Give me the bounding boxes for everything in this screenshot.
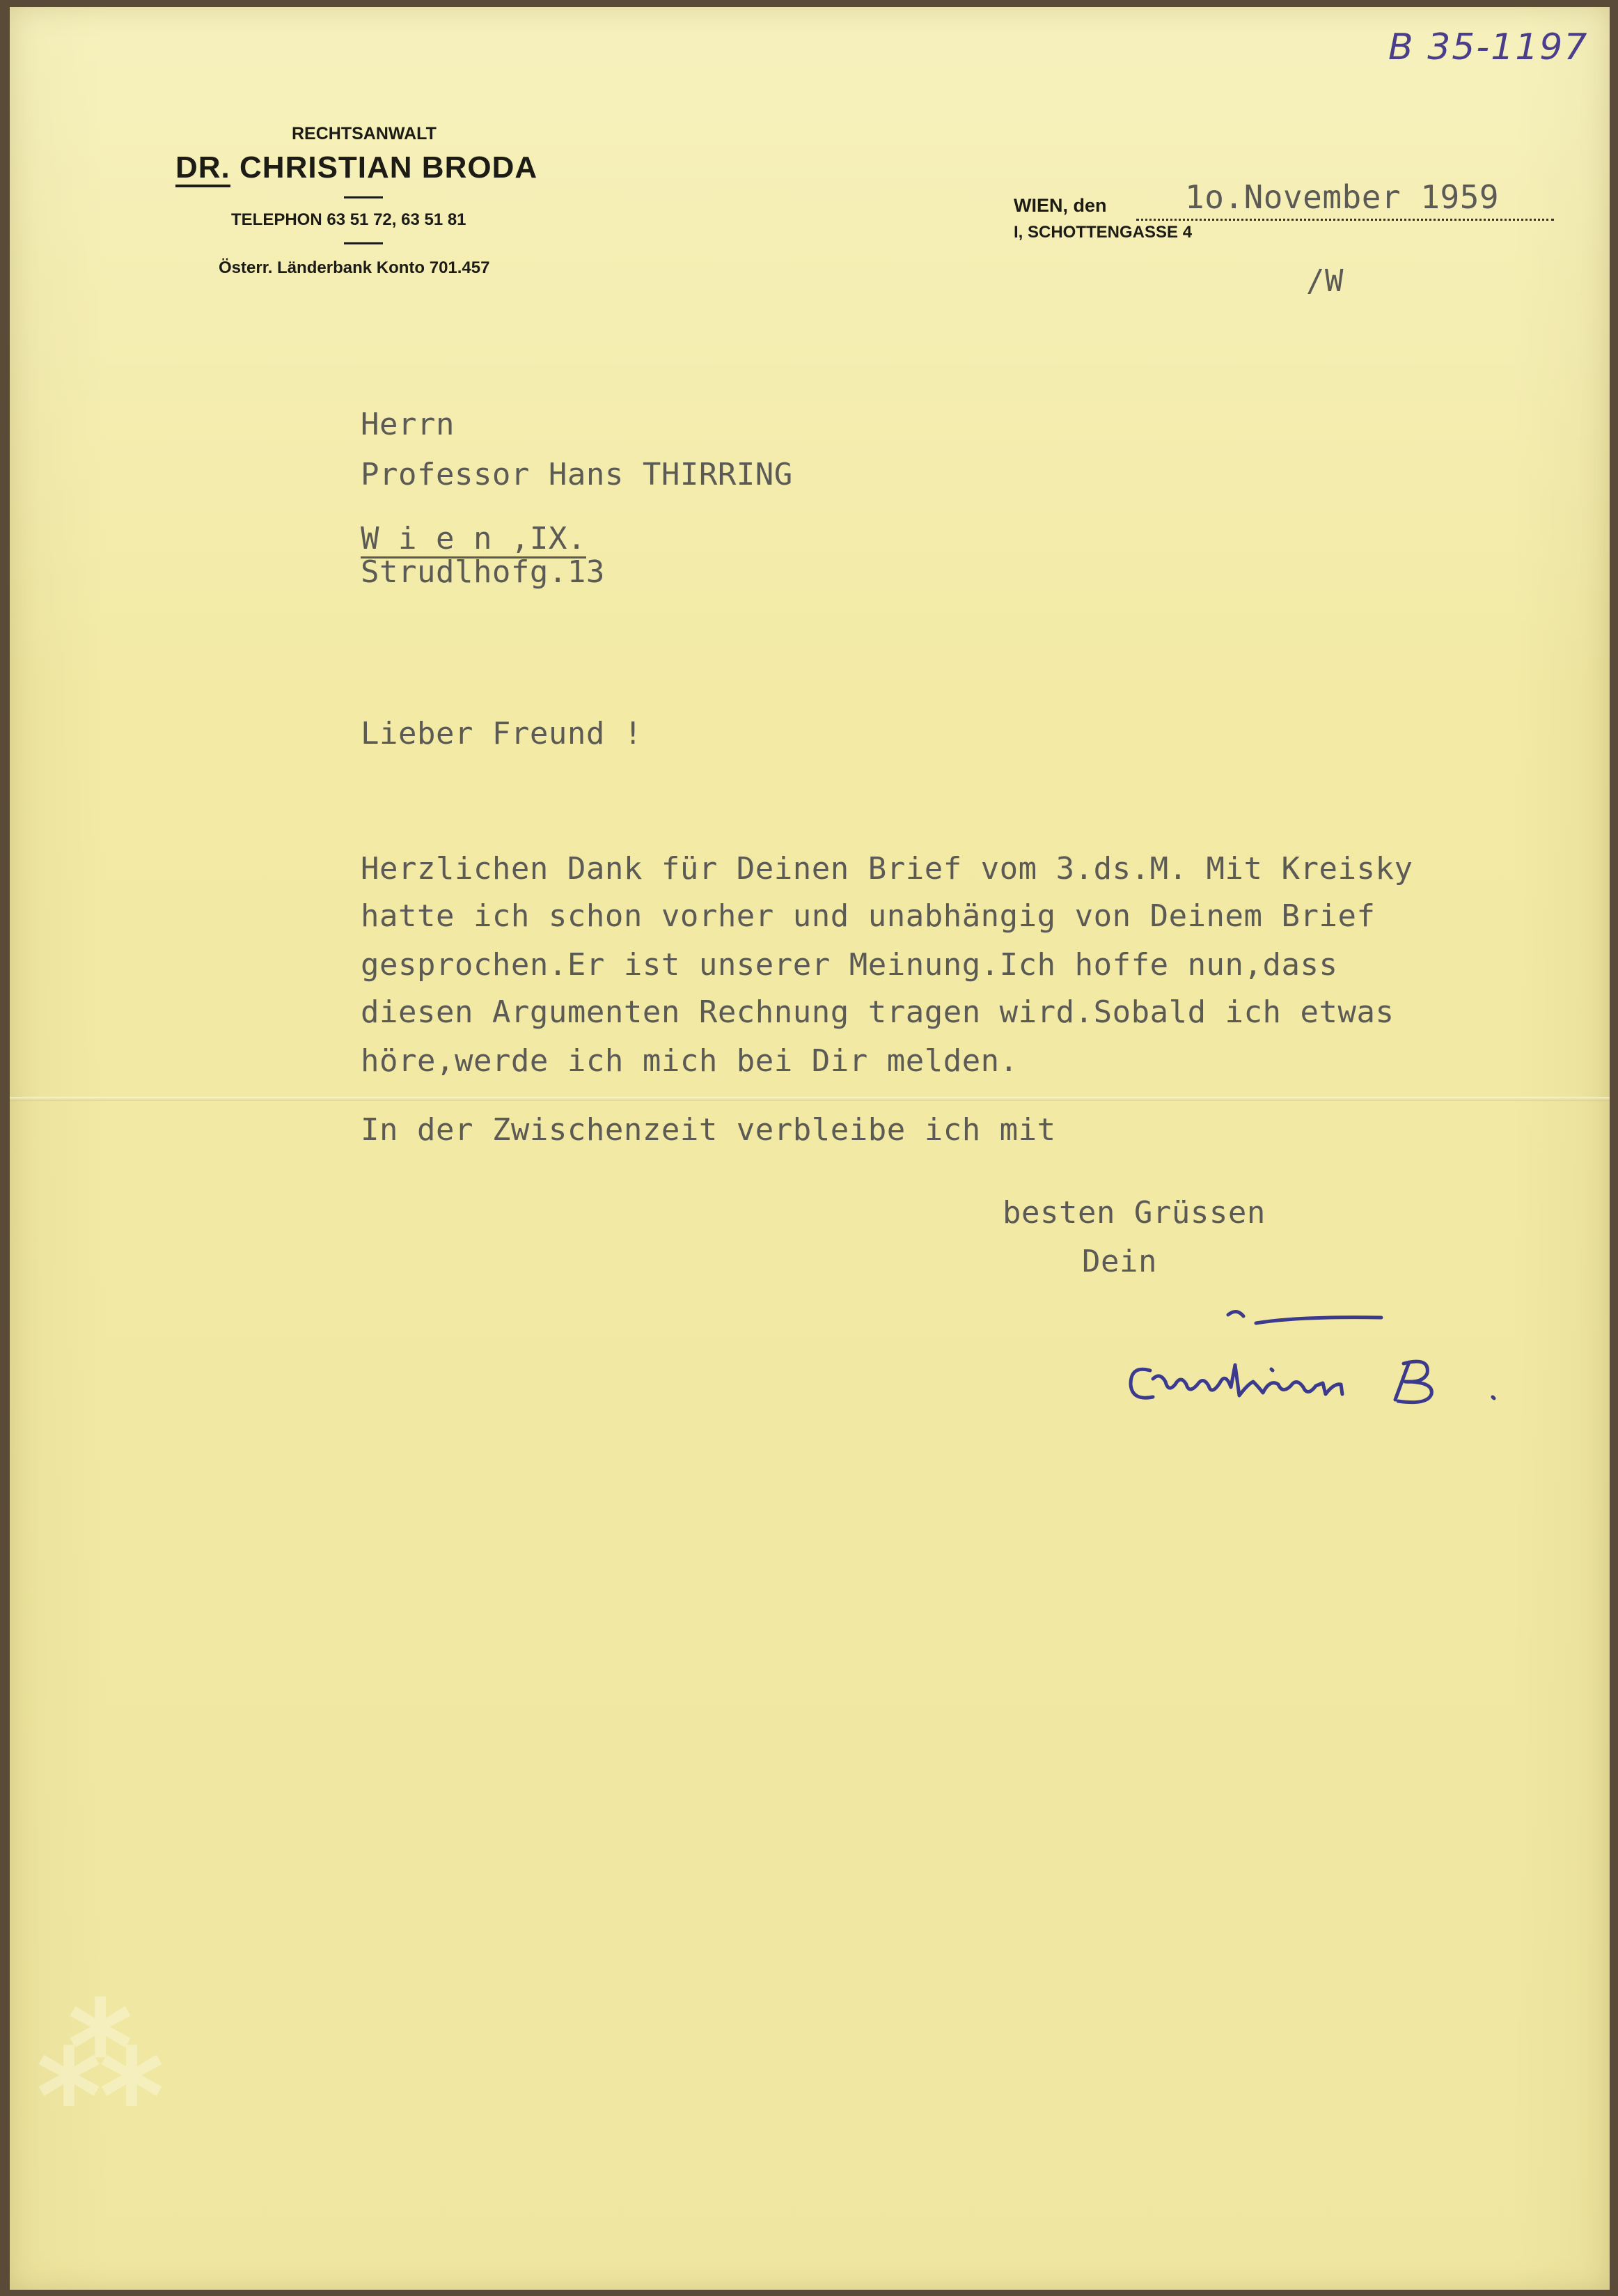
archive-number: B 35-1197 bbox=[1388, 26, 1589, 68]
letterhead-telephone: TELEPHON 63 51 72, 63 51 81 bbox=[231, 210, 466, 229]
recipient-street: Strudlhofg.13 bbox=[361, 554, 605, 590]
handwritten-signature bbox=[1117, 1295, 1521, 1421]
body-line: diesen Argumenten Rechnung tragen wird.Sobald ich etwas bbox=[361, 994, 1395, 1030]
date-dotted-line bbox=[1136, 219, 1554, 221]
paper-fold bbox=[10, 1097, 1610, 1101]
embossed-watermark: ⁂ bbox=[38, 1989, 191, 2127]
body-line: hatte ich schon vorher und unabhängig von Deinem Brief bbox=[361, 898, 1376, 934]
letterhead-profession: RECHTSANWALT bbox=[292, 124, 437, 143]
greeting: besten Grüssen bbox=[1003, 1195, 1266, 1231]
letterhead-name-prefix: DR. bbox=[175, 150, 230, 187]
letterhead-name bbox=[175, 150, 537, 185]
salutation: Lieber Freund ! bbox=[361, 716, 643, 751]
letterhead-name-text: CHRISTIAN BRODA bbox=[239, 150, 538, 185]
recipient-title: Herrn bbox=[361, 407, 455, 442]
letterhead-address: I, SCHOTTENGASSE 4 bbox=[1014, 223, 1193, 242]
letterhead-bank: Österr. Länderbank Konto 701.457 bbox=[219, 258, 490, 277]
closing-line: In der Zwischenzeit verbleibe ich mit bbox=[361, 1112, 1056, 1148]
body-line: höre,werde ich mich bei Dir melden. bbox=[361, 1043, 1019, 1079]
letterhead-divider bbox=[344, 196, 383, 198]
body-line: Herzlichen Dank für Deinen Brief vom 3.ds.M. Mit Kreisky bbox=[361, 851, 1413, 887]
recipient-name: Professor Hans THIRRING bbox=[361, 457, 793, 492]
letter-sheet bbox=[10, 7, 1610, 2290]
sign-off: Dein bbox=[1082, 1244, 1157, 1279]
body-line: gesprochen.Er ist unserer Meinung.Ich hoffe nun,dass bbox=[361, 947, 1338, 983]
reference-mark: /W bbox=[1306, 263, 1344, 299]
recipient-city: W i e n ,IX. bbox=[361, 521, 586, 559]
letterhead-divider bbox=[344, 242, 383, 244]
letterhead-city: WIEN, den bbox=[1014, 195, 1107, 216]
letter-date: 1o.November 1959 bbox=[1185, 178, 1500, 216]
